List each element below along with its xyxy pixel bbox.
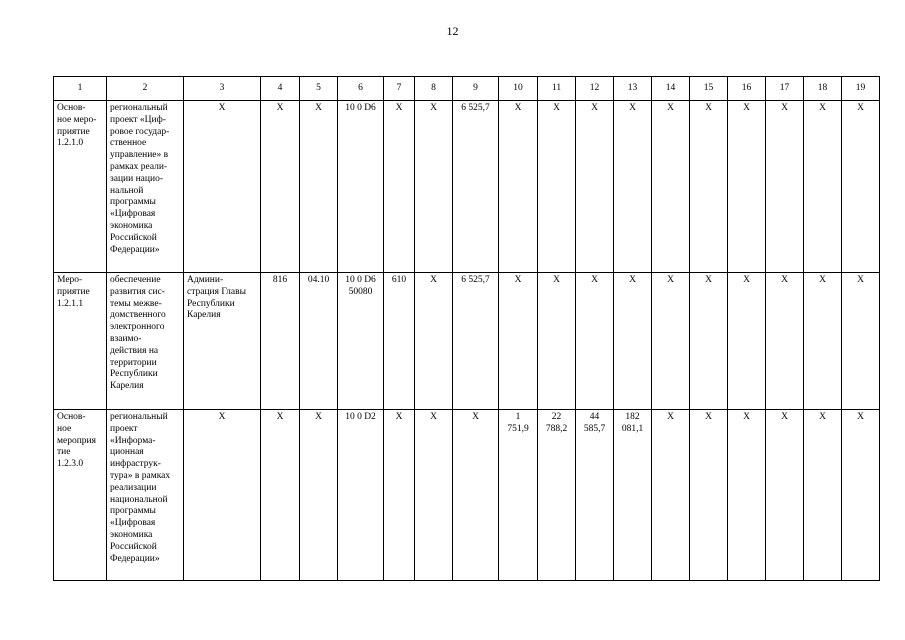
table-header-row [54,77,880,101]
table-cell: Х [614,273,652,410]
column-header: 4 [261,77,300,101]
column-header: 2 [107,77,184,101]
table-cell: Х [453,410,499,581]
column-header: 7 [384,77,415,101]
column-header: 9 [453,77,499,101]
table-cell: Х [728,273,766,410]
table-cell: 6 525,7 [453,273,499,410]
table-cell: Х [728,101,766,273]
column-header: 15 [690,77,728,101]
activity-name-cell: региональный проект «Информа- ционная инфраструк- тура» в рамках реализации национальной программы «Цифровая экономика Российской Федерации» [107,410,184,581]
executor-cell: Х [184,410,261,581]
table-cell: Х [728,410,766,581]
table-cell: Х [576,273,614,410]
activity-code-cell: Основ- ное мероприя тие 1.2.3.0 [54,410,107,581]
column-header: 6 [338,77,384,101]
page-number: 12 [446,24,459,38]
table-cell: Х [415,273,453,410]
table-cell: 6 525,7 [453,101,499,273]
table-cell: 44 585,7 [576,410,614,581]
activity-name-cell: обеспечение развития сис- темы межве- домственного электронного взаимо- действия на территории Республики Карелия [107,273,184,410]
table-cell: Х [614,101,652,273]
column-header: 19 [842,77,880,101]
column-header: 13 [614,77,652,101]
table-cell: Х [300,410,338,581]
table-cell: Х [690,273,728,410]
table-cell: 04.10 [300,273,338,410]
activity-code-cell: Основ- ное меро- приятие 1.2.1.0 [54,101,107,273]
table-cell: 816 [261,273,300,410]
table-cell: Х [576,101,614,273]
table-cell: 10 0 D2 [338,410,384,581]
column-header: 1 [54,77,107,101]
table-cell: Х [261,410,300,581]
table-cell: Х [804,410,842,581]
table-cell: Х [690,410,728,581]
table-cell: Х [384,101,415,273]
activity-code-cell: Меро- приятие 1.2.1.1 [54,273,107,410]
table-cell: Х [690,101,728,273]
column-header: 10 [499,77,538,101]
column-header: 16 [728,77,766,101]
table-cell: Х [766,410,804,581]
column-header: 18 [804,77,842,101]
program-table [53,76,880,581]
table-row [54,273,880,410]
table-cell: 610 [384,273,415,410]
table-cell: 10 0 D6 50080 [338,273,384,410]
column-header: 5 [300,77,338,101]
table-cell: 182 081,1 [614,410,652,581]
table-cell: Х [538,273,576,410]
column-header: 11 [538,77,576,101]
table-cell: Х [804,101,842,273]
table-cell: Х [766,101,804,273]
table-cell: Х [538,101,576,273]
executor-cell: Админи- страция Главы Республики Карелия [184,273,261,410]
table-cell: Х [415,101,453,273]
table-cell: Х [804,273,842,410]
table-row [54,410,880,581]
table-cell: 22 788,2 [538,410,576,581]
table-cell: Х [652,410,690,581]
table-cell: 1 751,9 [499,410,538,581]
table-cell: Х [652,273,690,410]
table-cell: Х [499,101,538,273]
column-header: 3 [184,77,261,101]
table-cell: Х [300,101,338,273]
table-cell: Х [842,410,880,581]
column-header: 17 [766,77,804,101]
column-header: 12 [576,77,614,101]
table-cell: Х [499,273,538,410]
table-cell: Х [652,101,690,273]
table-cell: 10 0 D6 [338,101,384,273]
column-header: 8 [415,77,453,101]
table-cell: Х [766,273,804,410]
table-row [54,101,880,273]
table-cell: Х [842,101,880,273]
table-cell: Х [261,101,300,273]
executor-cell: Х [184,101,261,273]
table-cell: Х [384,410,415,581]
table-cell: Х [415,410,453,581]
table-cell: Х [842,273,880,410]
column-header: 14 [652,77,690,101]
activity-name-cell: региональный проект «Циф- ровое государ- ственное управление» в рамках реали- зации нацио- нальной программы «Цифровая экономика Российской Федерации» [107,101,184,273]
